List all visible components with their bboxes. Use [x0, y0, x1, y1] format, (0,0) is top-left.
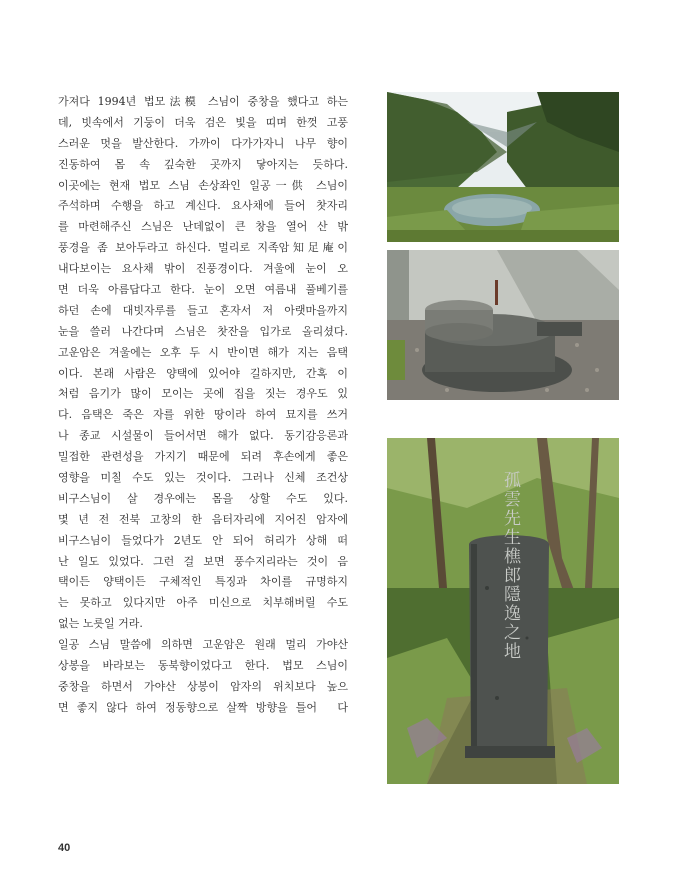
- text-line: 스러운 멋을 발산한다. 가까이 다가가자니 나무 향이: [58, 136, 348, 150]
- text-line: 고운암은 겨울에는 오후 두 시 반이면 해가 지는 음택: [58, 345, 348, 359]
- page-number: 40: [58, 842, 71, 854]
- text-line: 눈을 쓸러 나간다며 스님은 찻잔을 입가로 올리셨다.: [58, 324, 348, 338]
- text-line: 밀접한 관련성을 가지기 때문에 되려 후손에게 좋은: [58, 450, 348, 464]
- text-line: 처럼 음기가 많이 모이는 곳에 집을 짓는 경우도 있: [58, 387, 348, 401]
- stele-inscription: 孤雲先生樵郎隱逸之地: [500, 471, 520, 661]
- text-line: 일공 스님 말씀에 의하면 고운암은 원래 멀리 가야산: [58, 638, 348, 652]
- text-line: 상봉을 바라보는 동북향이었다고 한다. 법모 스님이: [58, 659, 348, 673]
- stone-mill-photo: [387, 250, 619, 400]
- text-line: 주석하며 수행을 하고 계신다. 요사채에 들어 찻자리: [58, 199, 348, 213]
- text-line: 가져다 1994년 법모法模 스님이 중창을 했다고 하는: [58, 95, 348, 108]
- paragraph-2: [58, 176, 348, 343]
- text-line: 다. 음택은 죽은 자를 위한 땅이라 하여 묘지를 쓰거: [58, 408, 348, 422]
- body-text: [58, 92, 348, 719]
- text-line: 를 마련해주신 스님은 난데없이 큰 창을 열어 산 밖: [58, 220, 348, 234]
- text-line: 이다. 본래 사람은 양택에 있어야 길하지만, 간혹 이: [58, 366, 348, 380]
- text-line: 없는 노릇일 거라.: [58, 617, 143, 631]
- paragraph-5: [58, 635, 348, 719]
- text-line: 난 일도 있었다. 그런 걸 보면 풍수지리라는 것이 음: [58, 554, 348, 568]
- paragraph-1: [58, 92, 348, 176]
- text-line: 영향을 미칠 수도 있는 것이다. 그러나 신체 조건상: [58, 471, 348, 485]
- text-line: 내다보이는 요사채 밖이 진풍경이다. 겨울에 눈이 오: [58, 262, 348, 276]
- text-line: 진동하여 몸 속 깊숙한 곳까지 닿아지는 듯하다.: [58, 157, 348, 171]
- text-line: 면 더욱 아름답다고 한다. 눈이 오면 여름내 풀베기를: [58, 283, 348, 297]
- stone-stele-photo: [387, 438, 619, 784]
- paragraph-3: [58, 343, 348, 510]
- paragraph-4: [58, 510, 348, 635]
- text-line: 데, 빗속에서 기둥이 더욱 검은 빛을 띠며 한껏 고풍: [58, 115, 348, 129]
- text-line: 풍경을 좀 보아두라고 하신다. 멀리로 지족암知足庵이: [58, 241, 348, 255]
- text-line: 나 종교 시설물이 들어서면 해가 없다. 동기감응론과: [58, 429, 348, 443]
- text-line: 이곳에는 현재 법모 스님 손상좌인 일공一供 스님이: [58, 178, 348, 192]
- mountain-pond-photo: [387, 92, 619, 242]
- text-line: 비구스님이 살 경우에는 몸을 상할 수도 있다.: [58, 491, 348, 505]
- text-line: 중창을 하면서 가야산 상봉이 암자의 위치보다 높으: [58, 679, 348, 693]
- text-line: 면 좋지 않다 하여 정동향으로 살짝 방향을 틀어 다: [58, 700, 348, 714]
- text-line: 택이든 양택이든 구체적인 특징과 차이를 규명하지: [58, 575, 348, 589]
- text-line: 하던 손에 대빗자루를 들고 혼자서 저 아랫마을까지: [58, 303, 348, 317]
- text-line: 는 못하고 있다지만 아주 미신으로 치부해버릴 수도: [58, 596, 348, 610]
- text-line: 몇 년 전 전북 고창의 한 음터자리에 지어진 암자에: [58, 512, 348, 526]
- text-line: 비구스님이 들었다가 2년도 안 되어 허리가 상해 떠: [58, 533, 348, 547]
